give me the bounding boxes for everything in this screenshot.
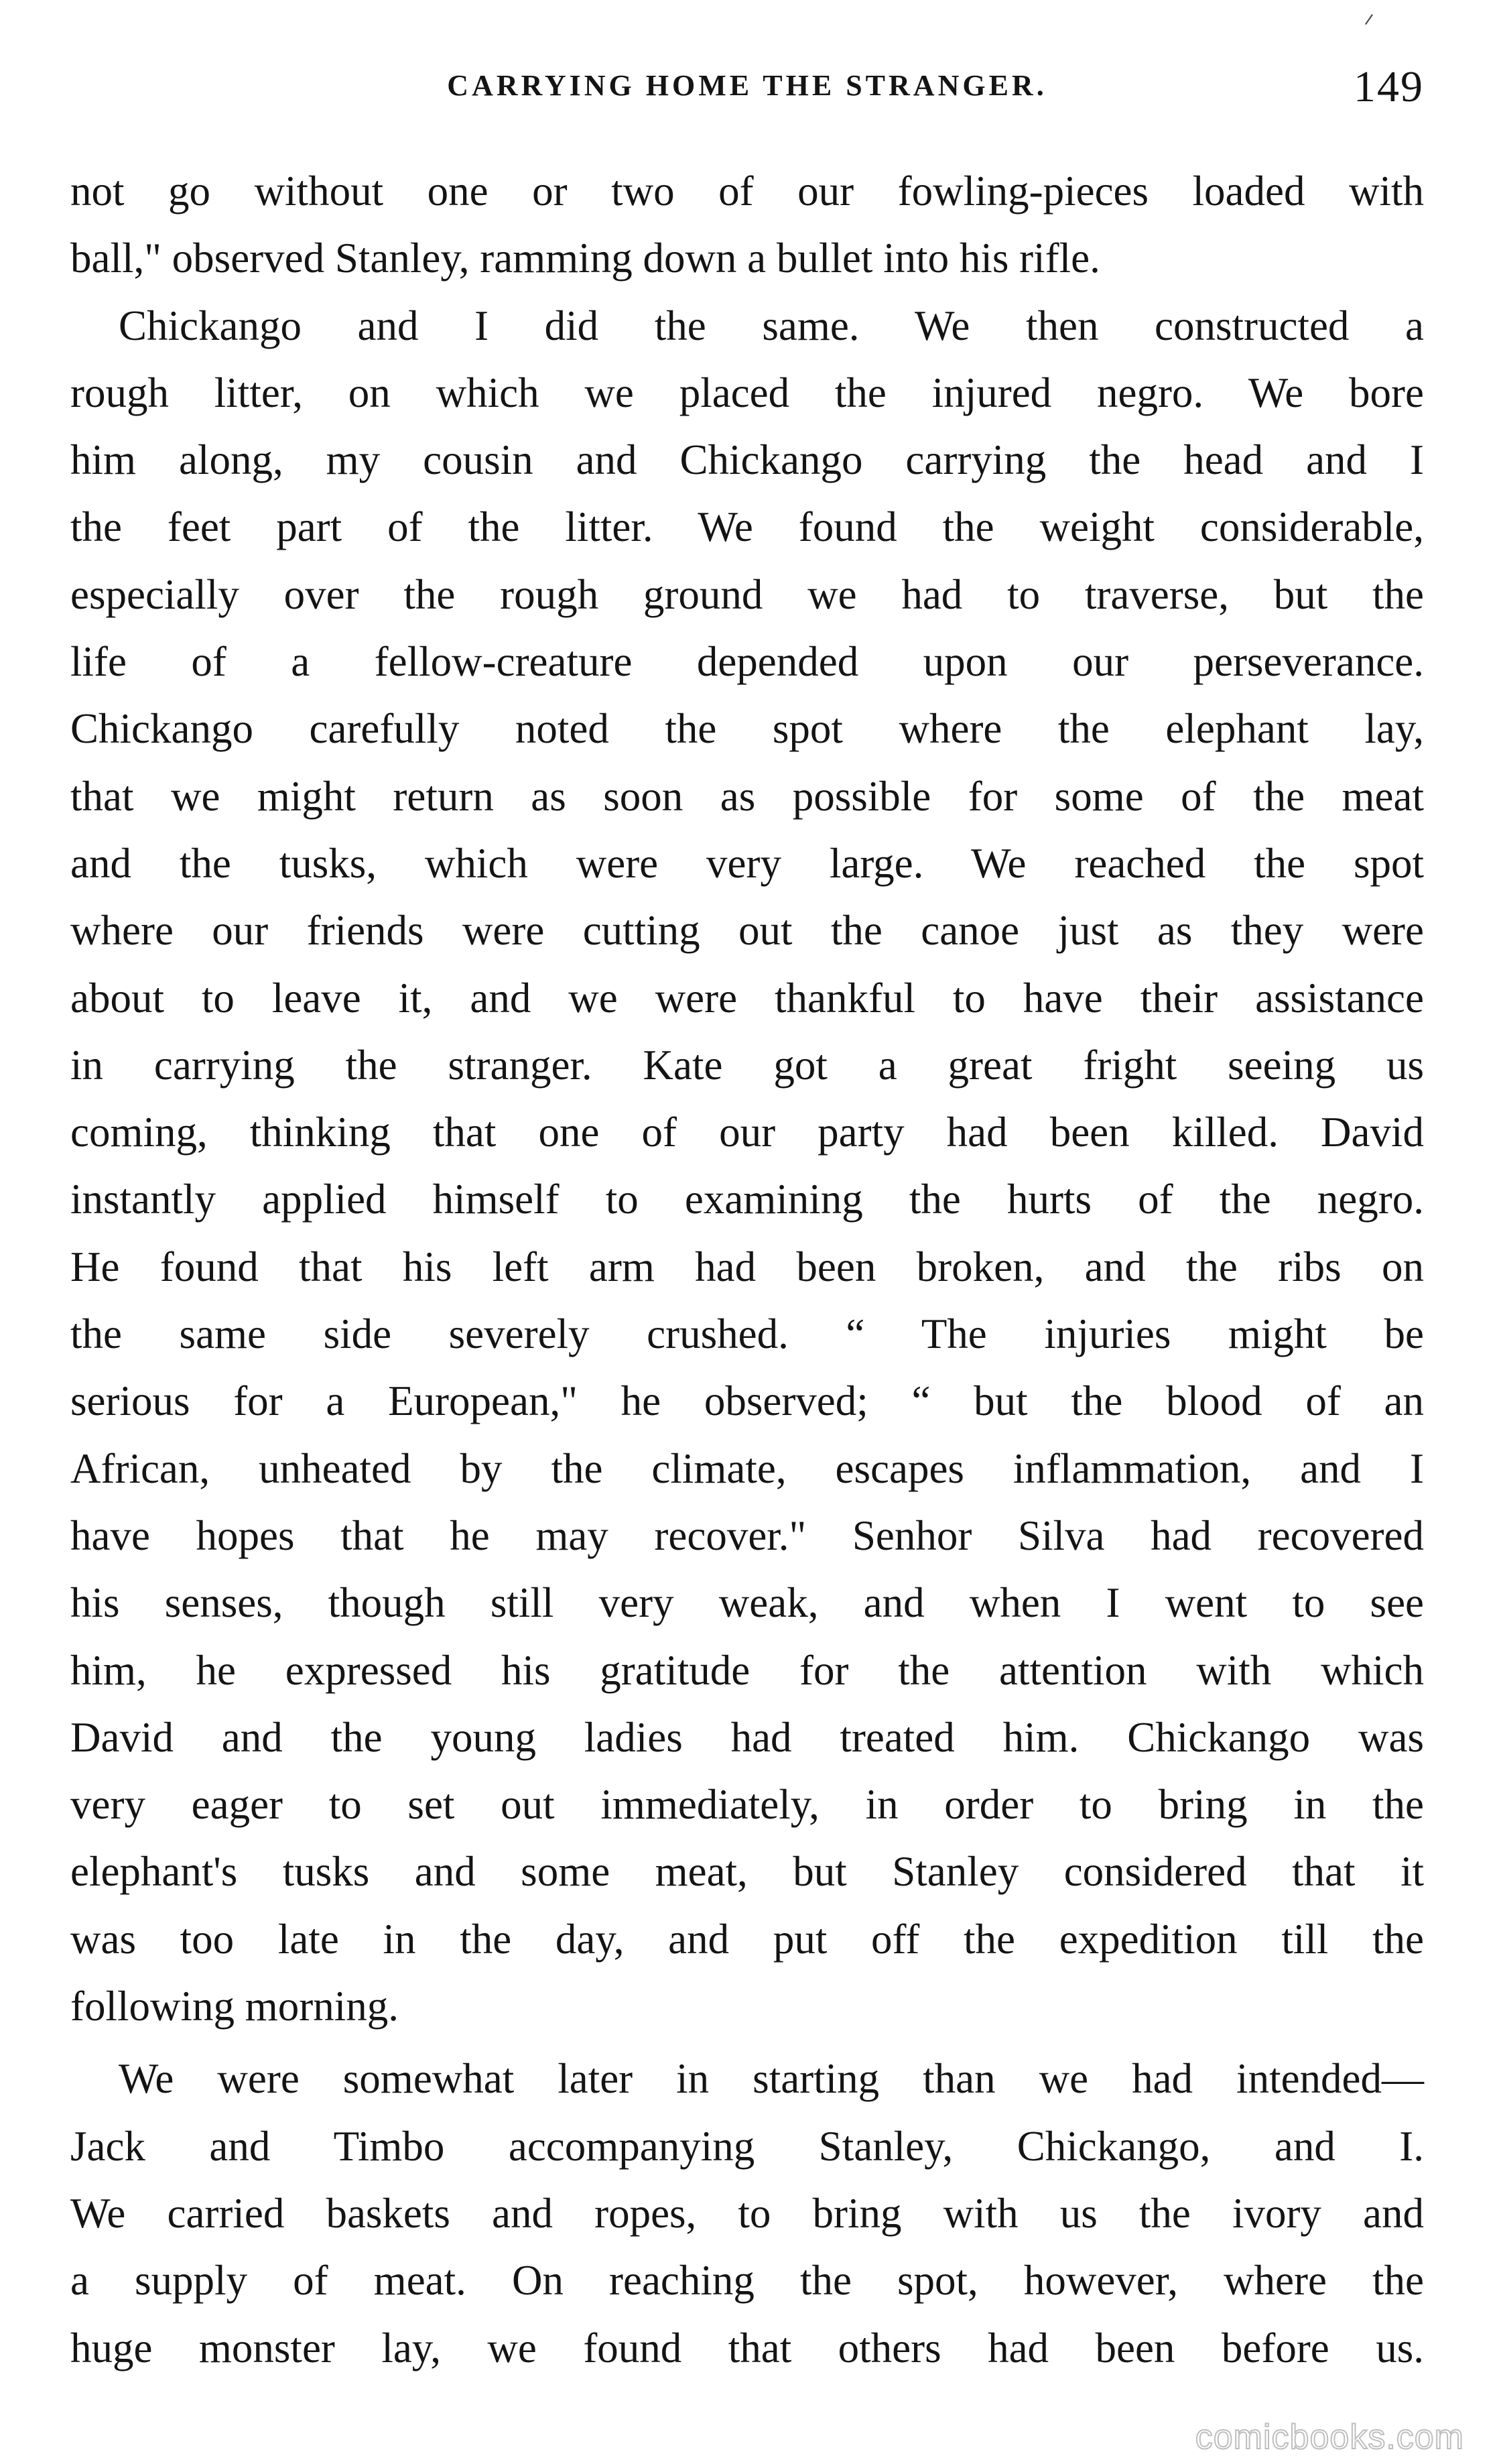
text-line: and the tusks, which were very large. We reached the spot bbox=[70, 839, 1424, 887]
text-line: the same side severely crushed. “ The injuries might be bbox=[70, 1310, 1424, 1358]
text-line: huge monster lay, we found that others had been before us. bbox=[70, 2324, 1424, 2371]
text-line: life of a fellow-creature depended upon our perseverance. bbox=[70, 638, 1424, 686]
text-line: about to leave it, and we were thankful to have their assistance bbox=[70, 974, 1424, 1022]
text-line: Chickango carefully noted the spot where the elephant lay, bbox=[70, 705, 1424, 753]
running-head bbox=[70, 62, 1424, 122]
text-line: African, unheated by the climate, escapes inflammation, and I bbox=[70, 1444, 1424, 1492]
paragraph-gap bbox=[70, 2040, 1424, 2045]
text-line: him along, my cousin and Chickango carrying the head and I bbox=[70, 436, 1424, 484]
text-line: ball," observed Stanley, ramming down a bullet into his rifle. bbox=[70, 235, 1100, 282]
text-line: that we might return as soon as possible for some of the meat bbox=[70, 772, 1424, 820]
text-line: elephant's tusks and some meat, but Stanley considered that it bbox=[70, 1848, 1424, 1896]
text-line: especially over the rough ground we had to traverse, but the bbox=[70, 570, 1424, 618]
text-line: his senses, though still very weak, and when I went to see bbox=[70, 1579, 1424, 1627]
text-line: not go without one or two of our fowling-pieces loaded with bbox=[70, 168, 1424, 214]
text-line: was too late in the day, and put off the expedition till the bbox=[70, 1915, 1424, 1963]
body-text bbox=[70, 158, 1424, 2382]
page-number: 149 bbox=[1354, 62, 1424, 111]
text-line: instantly applied himself to examining the hurts of the negro. bbox=[70, 1176, 1424, 1223]
text-line: Chickango and I did the same. We then constructed a bbox=[119, 302, 1424, 349]
text-line: following morning. bbox=[70, 1983, 399, 2030]
text-line: rough litter, on which we placed the injured negro. We bore bbox=[70, 369, 1424, 416]
text-line: serious for a European," he observed; “ but the blood of an bbox=[70, 1377, 1424, 1425]
text-line: have hopes that he may recover." Senhor Silva had recovered bbox=[70, 1512, 1424, 1559]
text-line: a supply of meat. On reaching the spot, however, where the bbox=[70, 2257, 1424, 2304]
text-line: He found that his left arm had been broken, and the ribs on bbox=[70, 1243, 1424, 1290]
text-line: very eager to set out immediately, in order to bring in the bbox=[70, 1781, 1424, 1829]
printer-mark bbox=[1365, 14, 1373, 25]
text-line: in carrying the stranger. Kate got a great fright seeing us bbox=[70, 1041, 1424, 1089]
text-line: where our friends were cutting out the canoe just as they were bbox=[70, 907, 1424, 954]
text-line: Jack and Timbo accompanying Stanley, Chickango, and I. bbox=[70, 2122, 1424, 2170]
running-title: CARRYING HOME THE STRANGER. bbox=[447, 69, 1047, 102]
watermark: comicbooks.com bbox=[1195, 2418, 1464, 2457]
text-line: him, he expressed his gratitude for the attention with which bbox=[70, 1646, 1424, 1694]
text-line: coming, thinking that one of our party had been killed. David bbox=[70, 1109, 1424, 1156]
text-line: David and the young ladies had treated him. Chickango was bbox=[70, 1713, 1424, 1761]
text-line: We were somewhat later in starting than we had intended— bbox=[119, 2055, 1424, 2103]
text-line: the feet part of the litter. We found the weight considerable, bbox=[70, 503, 1424, 551]
text-line: We carried baskets and ropes, to bring with us the ivory and bbox=[70, 2189, 1424, 2237]
